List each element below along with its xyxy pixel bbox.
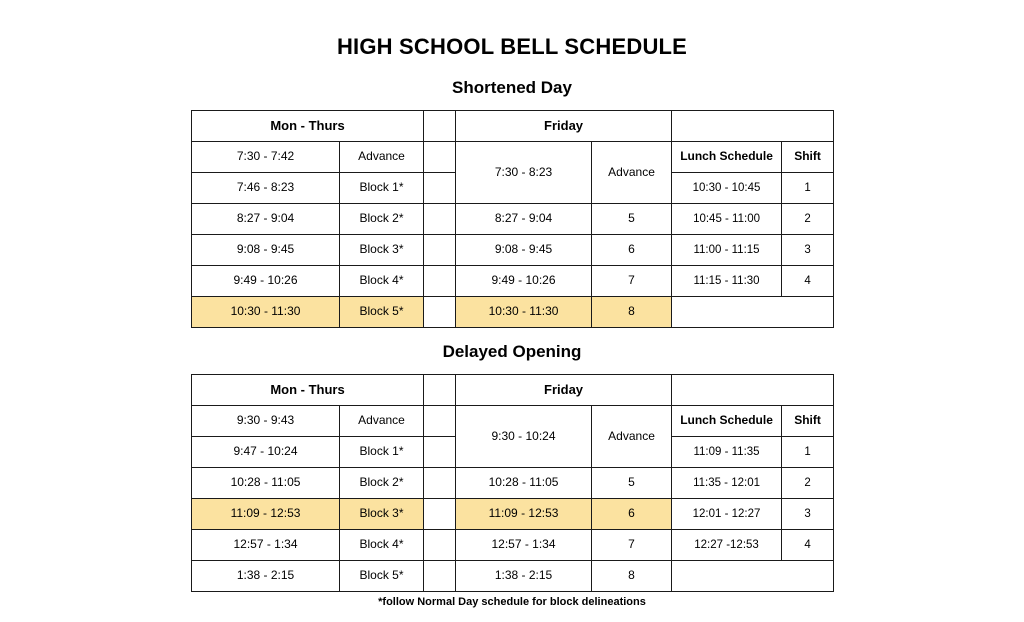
table-row	[192, 406, 834, 437]
lunch-shift-cell: 2	[782, 204, 834, 235]
fri-block-cell: Advance	[592, 142, 672, 204]
fri-block-cell: 7	[592, 266, 672, 297]
lunch-shift-cell: 4	[782, 266, 834, 297]
lunch-shift-cell: 3	[782, 499, 834, 530]
header-lunch-empty	[672, 111, 834, 142]
lunch-shift-cell: 1	[782, 437, 834, 468]
table-row	[192, 561, 834, 592]
mt-block-cell: Advance	[340, 406, 424, 437]
lunch-shift-cell: 4	[782, 530, 834, 561]
mt-time-cell: 9:30 - 9:43	[192, 406, 340, 437]
lunch-time-cell: 11:35 - 12:01	[672, 468, 782, 499]
mt-time-cell: 7:30 - 7:42	[192, 142, 340, 173]
shortened-day-table	[191, 110, 834, 328]
lunch-shift-cell: 3	[782, 235, 834, 266]
spacer-column-header	[424, 375, 456, 406]
fri-time-cell: 9:30 - 10:24	[456, 406, 592, 468]
lunch-time-cell: 10:30 - 10:45	[672, 173, 782, 204]
fri-time-cell: 11:09 - 12:53	[456, 499, 592, 530]
header-lunch-empty	[672, 375, 834, 406]
spacer-cell	[424, 204, 456, 235]
lunch-shift-cell: 2	[782, 468, 834, 499]
table-row	[192, 499, 834, 530]
spacer-cell	[424, 173, 456, 204]
header-lunch-schedule: Lunch Schedule	[672, 406, 782, 437]
fri-block-cell: 6	[592, 499, 672, 530]
header-shift: Shift	[782, 142, 834, 173]
spacer-cell	[424, 235, 456, 266]
mt-block-cell: Block 5*	[340, 561, 424, 592]
mt-time-cell: 10:28 - 11:05	[192, 468, 340, 499]
spacer-cell	[424, 266, 456, 297]
fri-time-cell: 10:28 - 11:05	[456, 468, 592, 499]
mt-time-cell: 7:46 - 8:23	[192, 173, 340, 204]
mt-time-cell: 9:49 - 10:26	[192, 266, 340, 297]
mt-block-cell: Block 4*	[340, 530, 424, 561]
table-header-row	[192, 111, 834, 142]
section-title-delayed-opening: Delayed Opening	[442, 342, 582, 361]
mt-block-cell: Block 2*	[340, 204, 424, 235]
spacer-cell	[424, 499, 456, 530]
mt-block-cell: Block 5*	[340, 297, 424, 328]
spacer-cell	[424, 561, 456, 592]
mt-time-cell: 9:47 - 10:24	[192, 437, 340, 468]
header-friday: Friday	[456, 375, 672, 406]
footnote: *follow Normal Day schedule for block delineations	[378, 596, 646, 608]
spacer-column-header	[424, 111, 456, 142]
fri-time-cell: 1:38 - 2:15	[456, 561, 592, 592]
page-title: HIGH SCHOOL BELL SCHEDULE	[336, 34, 688, 59]
fri-time-cell: 8:27 - 9:04	[456, 204, 592, 235]
spacer-cell	[424, 406, 456, 437]
mt-block-cell: Block 1*	[340, 173, 424, 204]
spacer-cell	[424, 297, 456, 328]
fri-block-cell: 5	[592, 468, 672, 499]
mt-time-cell: 12:57 - 1:34	[192, 530, 340, 561]
fri-time-cell: 10:30 - 11:30	[456, 297, 592, 328]
mt-time-cell: 11:09 - 12:53	[192, 499, 340, 530]
fri-block-cell: 8	[592, 561, 672, 592]
mt-block-cell: Block 3*	[340, 499, 424, 530]
spacer-cell	[424, 142, 456, 173]
lunch-time-cell: 11:09 - 11:35	[672, 437, 782, 468]
mt-time-cell: 1:38 - 2:15	[192, 561, 340, 592]
table-row	[192, 235, 834, 266]
mt-time-cell: 9:08 - 9:45	[192, 235, 340, 266]
table-row	[192, 204, 834, 235]
mt-block-cell: Advance	[340, 142, 424, 173]
delayed-opening-schedule-wrapper	[191, 374, 833, 592]
mt-block-cell: Block 3*	[340, 235, 424, 266]
fri-time-cell: 7:30 - 8:23	[456, 142, 592, 204]
fri-block-cell: 7	[592, 530, 672, 561]
fri-block-cell: 6	[592, 235, 672, 266]
table-header-row	[192, 375, 834, 406]
lunch-time-cell: 12:01 - 12:27	[672, 499, 782, 530]
mt-time-cell: 10:30 - 11:30	[192, 297, 340, 328]
lunch-time-cell: 11:00 - 11:15	[672, 235, 782, 266]
header-friday: Friday	[456, 111, 672, 142]
fri-block-cell: 5	[592, 204, 672, 235]
lunch-time-cell: 10:45 - 11:00	[672, 204, 782, 235]
header-mon-thurs: Mon - Thurs	[192, 111, 424, 142]
lunch-shift-cell: 1	[782, 173, 834, 204]
lunch-time-cell: 11:15 - 11:30	[672, 266, 782, 297]
spacer-cell	[424, 437, 456, 468]
header-lunch-schedule: Lunch Schedule	[672, 142, 782, 173]
mt-block-cell: Block 1*	[340, 437, 424, 468]
lunch-empty-cell	[672, 561, 834, 592]
header-mon-thurs: Mon - Thurs	[192, 375, 424, 406]
fri-block-cell: Advance	[592, 406, 672, 468]
header-shift: Shift	[782, 406, 834, 437]
table-row	[192, 530, 834, 561]
delayed-opening-table	[191, 374, 834, 592]
table-row	[192, 468, 834, 499]
table-row	[192, 142, 834, 173]
table-row	[192, 297, 834, 328]
lunch-time-cell: 12:27 -12:53	[672, 530, 782, 561]
mt-time-cell: 8:27 - 9:04	[192, 204, 340, 235]
section-title-shortened-day: Shortened Day	[452, 78, 572, 97]
fri-time-cell: 12:57 - 1:34	[456, 530, 592, 561]
table-row	[192, 266, 834, 297]
fri-time-cell: 9:49 - 10:26	[456, 266, 592, 297]
spacer-cell	[424, 530, 456, 561]
spacer-cell	[424, 468, 456, 499]
mt-block-cell: Block 2*	[340, 468, 424, 499]
lunch-empty-cell	[672, 297, 834, 328]
fri-time-cell: 9:08 - 9:45	[456, 235, 592, 266]
mt-block-cell: Block 4*	[340, 266, 424, 297]
fri-block-cell: 8	[592, 297, 672, 328]
shortened-day-schedule-wrapper	[191, 110, 833, 328]
